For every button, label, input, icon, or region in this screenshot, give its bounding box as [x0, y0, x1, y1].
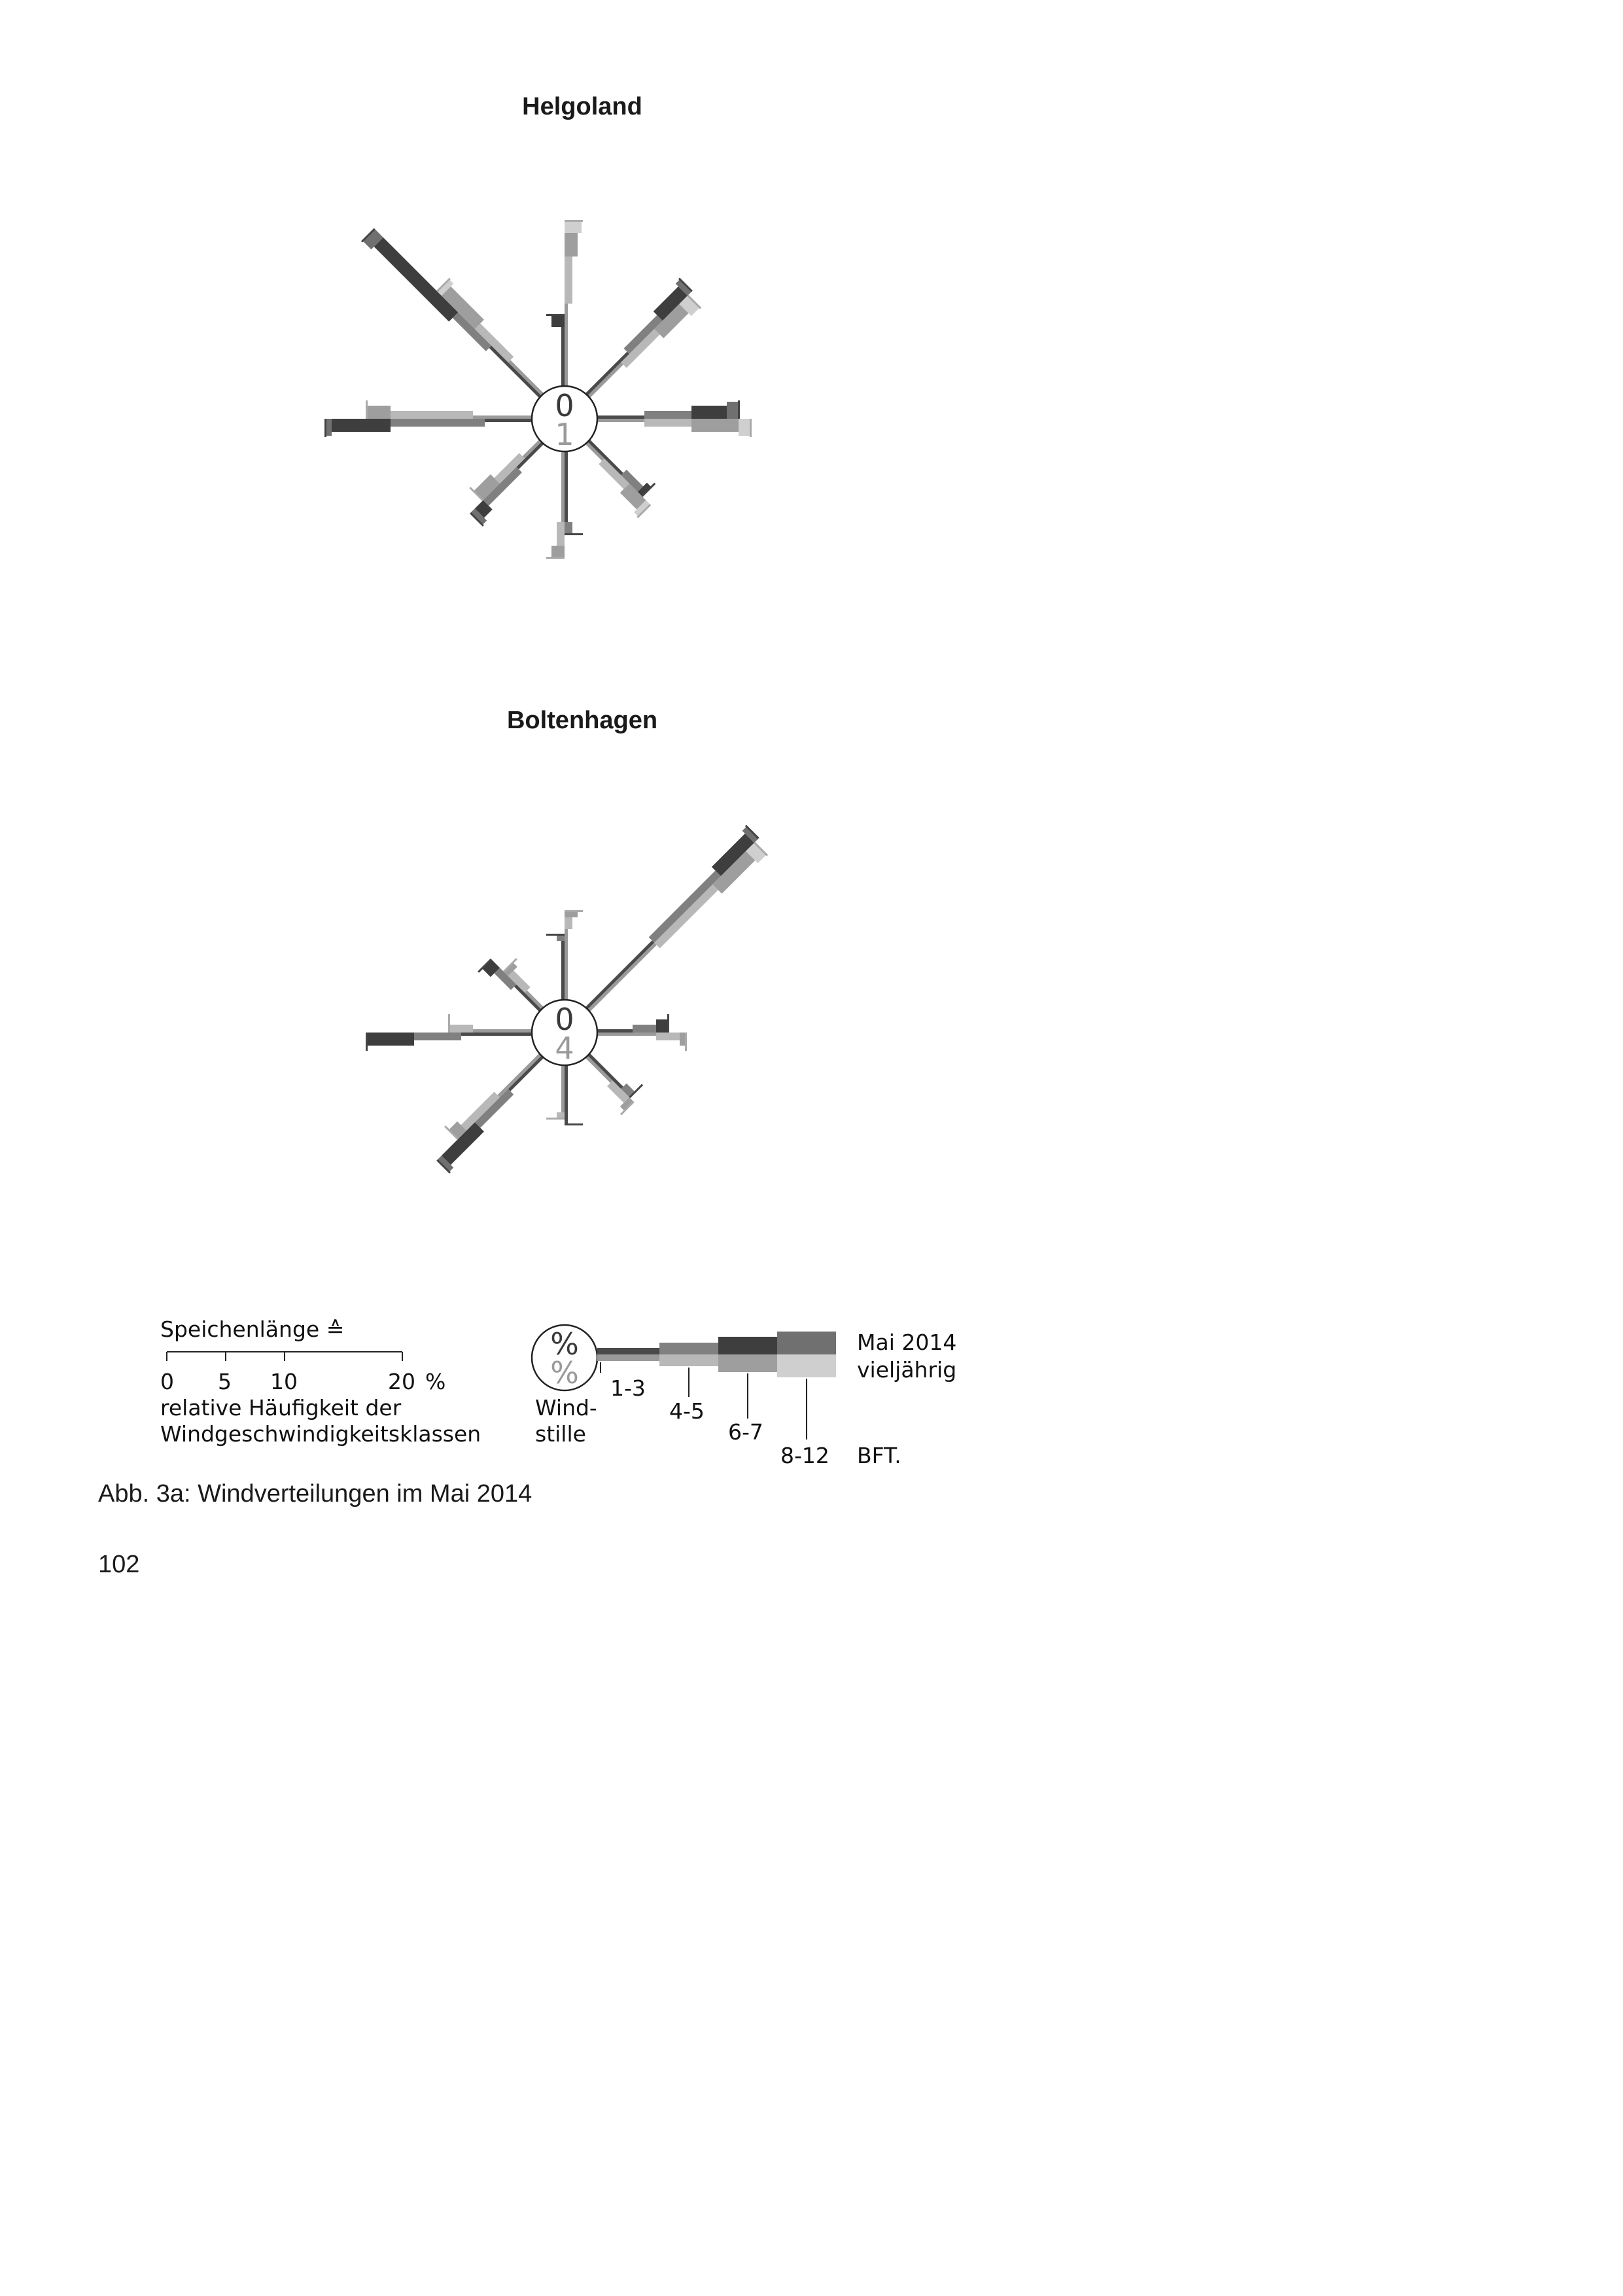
spoke-w: [366, 1014, 532, 1051]
bar-s-current-1-3: [565, 1065, 568, 1124]
legend-bar-longterm-4-5: [659, 1354, 718, 1366]
spoke-end-tick: [324, 419, 326, 437]
spoke-ne: [575, 825, 773, 1023]
bar-ne-longterm-1-3: [587, 362, 623, 398]
bar-ne-longterm-4-5: [654, 885, 718, 949]
legend-scale-tick-label: 10: [270, 1369, 298, 1394]
legend-scale-title: Speichenlänge ≙: [160, 1316, 345, 1342]
bar-ne-current-4-5: [649, 871, 721, 943]
spoke-end-tick: [366, 1033, 368, 1051]
spoke-end-tick: [750, 419, 752, 437]
bar-w-current-8-12: [326, 419, 332, 436]
bar-s-longterm-4-5: [557, 522, 565, 546]
bar-e-longterm-6-7: [680, 1033, 686, 1046]
spoke-end-tick: [565, 533, 583, 535]
legend-scale: [160, 1316, 481, 1447]
spoke-end-tick: [685, 1033, 687, 1051]
legend-scale-unit: %: [425, 1369, 446, 1394]
bar-n-current-1-3: [561, 327, 565, 386]
spoke-end-tick: [565, 220, 583, 222]
legend-calm-label: stille: [535, 1421, 586, 1447]
wind-rose-helgoland: [324, 215, 752, 559]
bar-n-longterm-4-5: [565, 917, 572, 929]
spoke-end-tick: [738, 400, 740, 419]
spoke-s: [546, 451, 583, 559]
bar-s-longterm-1-3: [561, 1065, 565, 1112]
legend-bar-current-1-3: [597, 1348, 659, 1354]
bar-n-current-6-7: [551, 315, 565, 327]
bar-n-longterm-6-7: [565, 911, 578, 917]
spoke-nw: [361, 215, 555, 409]
legend-bar-current-6-7: [718, 1337, 777, 1354]
legend-calm-symbol-current: %: [550, 1326, 579, 1362]
legend-scale-description: Windgeschwindigkeitsklassen: [160, 1421, 481, 1447]
spoke-end-tick: [565, 910, 583, 912]
legend-scale-tick-label: 5: [218, 1369, 232, 1394]
spoke-e: [597, 1014, 687, 1051]
legend-calm-symbol-longterm: %: [550, 1355, 579, 1390]
bar-ne-current-1-3: [585, 940, 654, 1009]
bar-s-longterm-4-5: [557, 1112, 565, 1118]
page-number: 102: [98, 1551, 140, 1578]
bar-w-longterm-4-5: [391, 411, 473, 419]
bar-e-longterm-1-3: [597, 419, 644, 422]
legend-bar-current-4-5: [659, 1343, 718, 1354]
calm-value-longterm: 4: [555, 1031, 574, 1066]
legend-class-label: 1-3: [610, 1375, 646, 1401]
bar-w-longterm-6-7: [367, 406, 391, 419]
spoke-ne: [575, 277, 706, 408]
calm-value-current: 0: [555, 1002, 574, 1037]
bar-w-longterm-1-3: [473, 1029, 532, 1033]
bar-n-current-1-3: [561, 941, 565, 1000]
bar-n-longterm-8-12: [565, 221, 582, 233]
calm-value-longterm: 1: [555, 417, 574, 452]
spoke-sw: [457, 429, 554, 527]
bar-e-longterm-1-3: [597, 1033, 656, 1036]
spoke-w: [324, 400, 532, 437]
legend-scale-tick-label: 20: [388, 1369, 415, 1394]
bar-nw-longterm-1-3: [508, 360, 544, 395]
bar-se-longterm-1-3: [585, 1055, 613, 1083]
legend-bar-longterm-1-3: [597, 1354, 659, 1361]
bar-nw-current-1-3: [489, 345, 542, 398]
spoke-n: [546, 220, 583, 386]
bar-w-longterm-4-5: [449, 1025, 473, 1033]
spoke-end-tick: [667, 1014, 669, 1033]
wind-rose-boltenhagen: [366, 825, 772, 1174]
bar-se-current-1-3: [587, 1053, 623, 1089]
legend-series-current: Mai 2014: [857, 1330, 957, 1355]
bar-e-current-4-5: [633, 1025, 656, 1033]
bar-n-longterm-6-7: [565, 233, 578, 256]
bar-e-longterm-6-7: [691, 419, 739, 432]
legend-scale-description: relative Häufigkeit der: [160, 1395, 402, 1421]
calm-value-current: 0: [555, 388, 574, 423]
bar-e-current-1-3: [597, 415, 644, 419]
bar-n-current-4-5: [557, 935, 565, 941]
legend-class-label: 6-7: [728, 1419, 763, 1445]
bar-e-longterm-4-5: [656, 1033, 680, 1040]
bar-e-current-1-3: [597, 1029, 633, 1033]
bar-e-current-8-12: [727, 402, 739, 419]
bar-s-current-4-5: [565, 522, 572, 534]
bar-w-current-4-5: [391, 419, 485, 427]
spoke-end-tick: [565, 1123, 583, 1125]
bar-n-longterm-1-3: [565, 929, 568, 1000]
legend-series-longterm: vieljährig: [857, 1357, 957, 1383]
bar-w-current-6-7: [367, 1033, 414, 1046]
legend-class-label: 4-5: [669, 1398, 705, 1424]
bar-w-current-6-7: [332, 419, 391, 432]
spoke-s: [546, 1065, 583, 1125]
legend-unit-label: BFT.: [857, 1443, 901, 1468]
bar-n-longterm-1-3: [565, 304, 568, 386]
chart-title-boltenhagen: Boltenhagen: [506, 707, 658, 734]
bar-w-current-1-3: [485, 419, 532, 422]
bar-e-current-6-7: [691, 406, 727, 419]
bar-sw-longterm-1-3: [497, 1053, 541, 1097]
bar-s-longterm-6-7: [551, 546, 565, 557]
legend-scale-tick-label: 0: [160, 1369, 174, 1394]
spoke-n: [546, 910, 583, 1000]
legend-bar-longterm-8-12: [777, 1354, 836, 1377]
chart-title-helgoland: Helgoland: [522, 93, 642, 120]
bar-sw-current-1-3: [508, 1055, 544, 1091]
bar-e-longterm-4-5: [644, 419, 691, 427]
figure-caption: Abb. 3a: Windverteilungen im Mai 2014: [98, 1480, 532, 1508]
spoke-end-tick: [546, 934, 565, 936]
legend-class-label: 8-12: [780, 1443, 829, 1468]
bar-nw-current-6-7: [374, 238, 459, 322]
spoke-e: [597, 400, 752, 437]
spoke-sw: [423, 1043, 554, 1174]
bar-n-longterm-4-5: [565, 256, 572, 304]
legend-bar-longterm-6-7: [718, 1354, 777, 1372]
spoke-end-tick: [546, 557, 565, 559]
bar-ne-current-1-3: [585, 351, 629, 395]
legend-calm-label: Wind-: [535, 1395, 597, 1421]
bar-e-current-6-7: [656, 1019, 668, 1033]
bar-e-longterm-8-12: [739, 419, 750, 436]
bar-w-current-4-5: [414, 1033, 461, 1040]
bar-s-longterm-1-3: [561, 451, 565, 522]
spoke-end-tick: [546, 314, 565, 316]
bar-w-longterm-1-3: [473, 415, 532, 419]
legend-spoke: [532, 1325, 956, 1468]
spoke-end-tick: [546, 1118, 565, 1120]
spoke-end-tick: [448, 1014, 450, 1033]
bar-e-current-4-5: [644, 411, 691, 419]
legend-bar-current-8-12: [777, 1332, 836, 1354]
bar-ne-longterm-1-3: [587, 943, 656, 1012]
spoke-end-tick: [366, 400, 368, 419]
bar-s-current-1-3: [565, 451, 568, 522]
bar-w-current-1-3: [461, 1033, 532, 1036]
